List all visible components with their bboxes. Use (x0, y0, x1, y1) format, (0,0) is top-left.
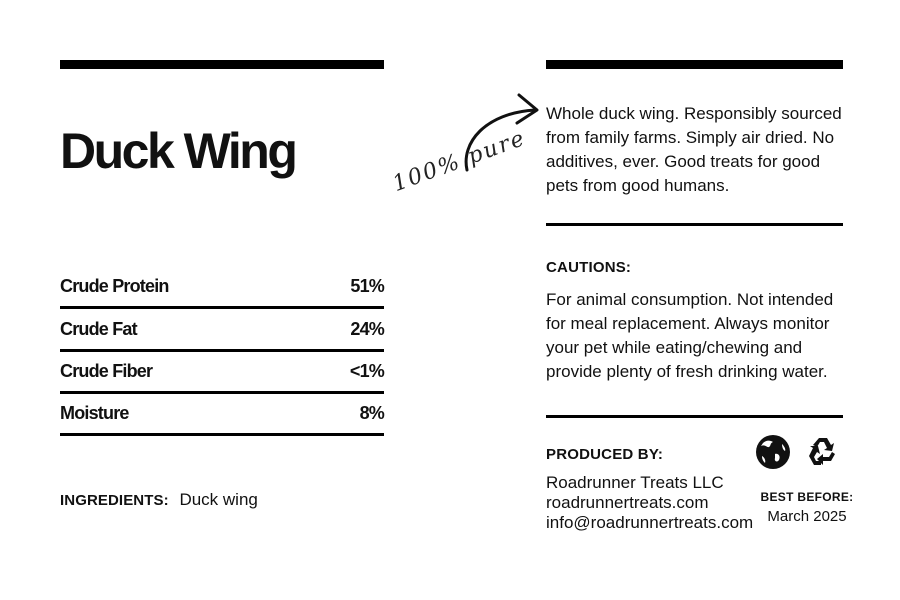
cautions-heading: CAUTIONS: (546, 259, 632, 276)
best-before-label: BEST BEFORE: (760, 490, 854, 504)
nutrition-divider (60, 433, 384, 436)
nutrient-label: Moisture (60, 402, 129, 423)
nutrient-value: <1% (349, 360, 384, 381)
section-divider (546, 415, 843, 418)
cautions-text: For animal consumption. Not intended for meal replacement. Always monitor your pet while eating/chewing and provide plenty of fresh drinking water. (546, 290, 834, 381)
ingredients-value: Duck wing (179, 490, 258, 509)
producer-info (546, 473, 753, 533)
nutrition-divider (60, 391, 384, 394)
producer-website: roadrunnertreats.com (546, 493, 709, 512)
product-title: Duck Wing (60, 123, 296, 179)
nutrition-divider (60, 349, 384, 352)
ingredients-label: INGREDIENTS: (60, 492, 169, 509)
nutrient-label: Crude Fiber (60, 360, 153, 381)
section-divider (546, 223, 843, 226)
nutrition-row (60, 358, 384, 384)
nutrition-divider (60, 306, 384, 309)
nutrient-value: 24% (350, 318, 384, 339)
producer-heading: PRODUCED BY: (546, 446, 664, 463)
best-before-date: March 2025 (767, 508, 847, 525)
ingredients (60, 490, 258, 510)
nutrient-label: Crude Protein (60, 275, 169, 296)
nutrition-row (60, 316, 384, 342)
nutrition-row (60, 273, 384, 299)
product-description: Whole duck wing. Responsibly sourced from family farms. Simply air dried. No additives, ever. Good treats for good pets from good humans. (546, 104, 842, 195)
nutrient-value: 8% (359, 402, 384, 423)
best-before (752, 490, 862, 525)
right-top-bar (546, 60, 843, 69)
left-top-bar (60, 60, 384, 69)
nutrient-value: 51% (350, 275, 384, 296)
nutrient-label: Crude Fat (60, 318, 137, 339)
globe-icon (755, 434, 791, 470)
nutrition-row (60, 400, 384, 426)
producer-email: info@roadrunnertreats.com (546, 513, 754, 532)
pure-script-tag: 100% pure (389, 125, 530, 197)
recycle-icon (805, 434, 841, 470)
producer-name: Roadrunner Treats LLC (546, 473, 724, 492)
